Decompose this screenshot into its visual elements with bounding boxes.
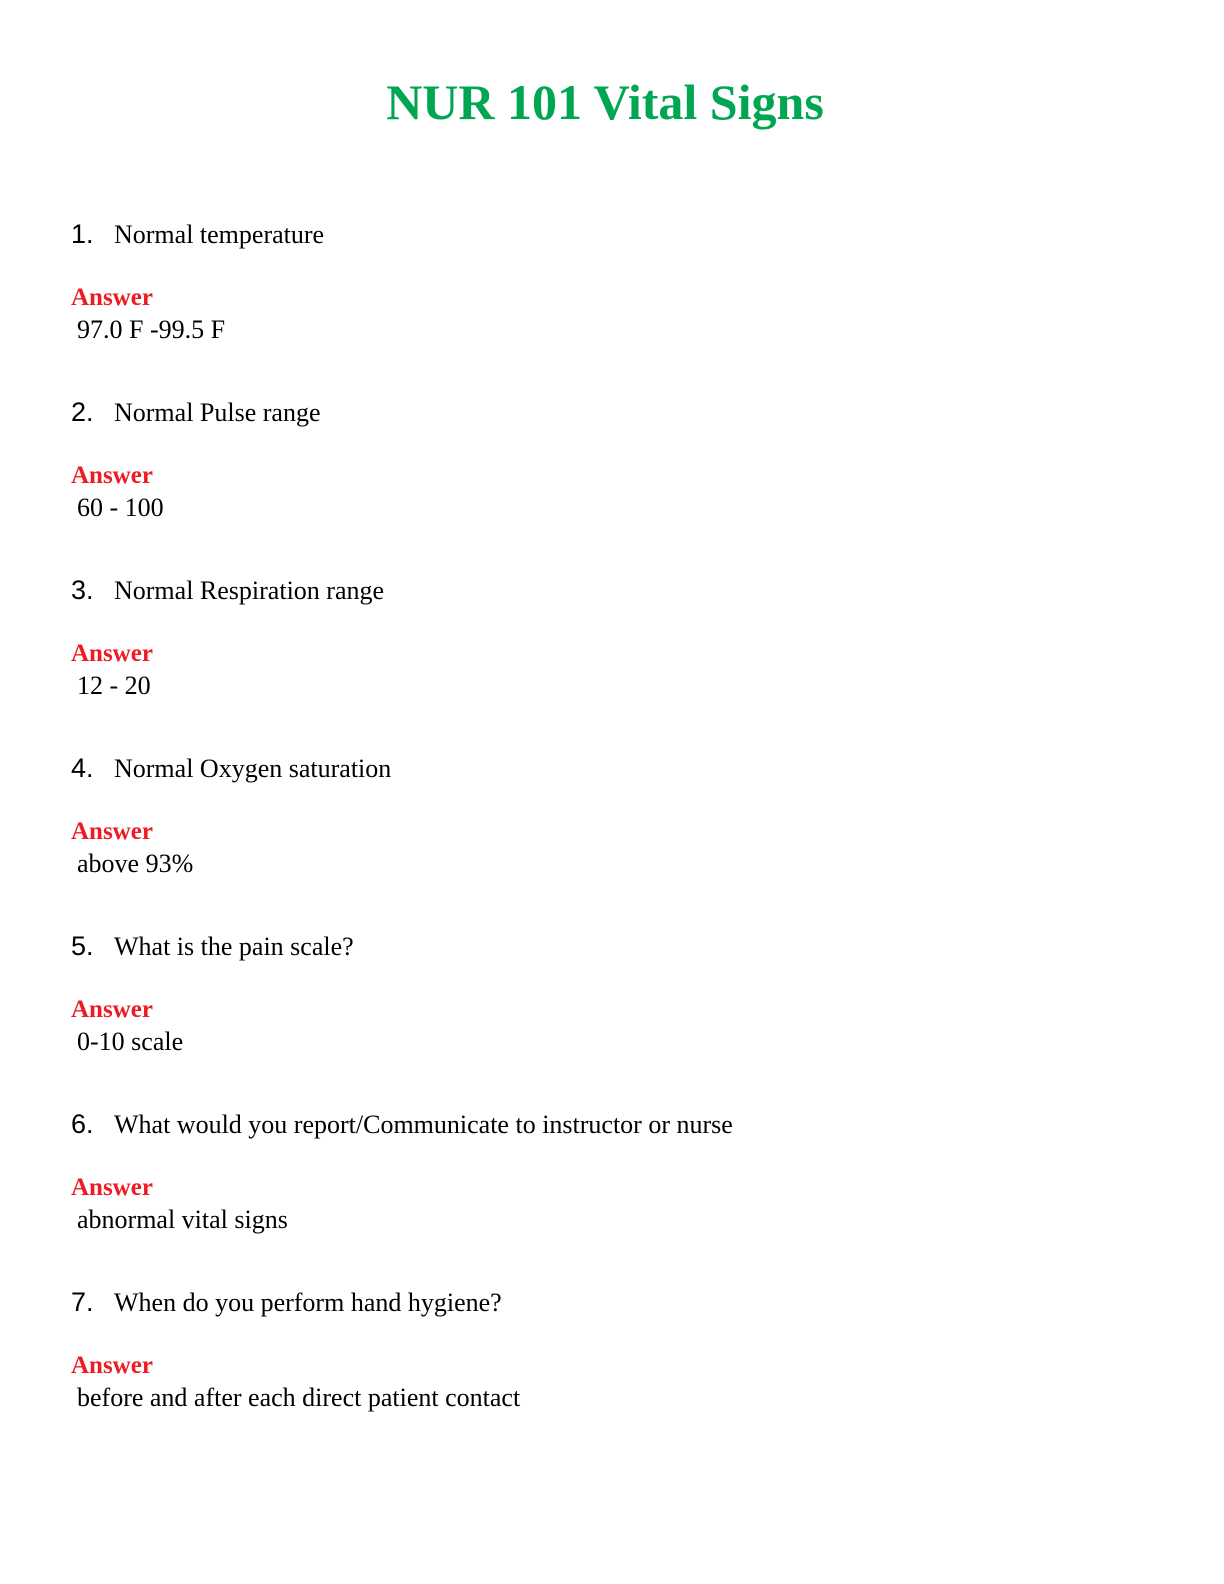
qa-item-5 bbox=[71, 926, 1171, 1104]
qa-item-1 bbox=[71, 214, 1171, 392]
question-number: 7. bbox=[71, 1287, 94, 1317]
answer-label: Answer bbox=[71, 462, 153, 489]
answer-label: Answer bbox=[71, 1352, 153, 1379]
qa-item-7 bbox=[71, 1282, 1171, 1460]
answer-label: Answer bbox=[71, 640, 153, 667]
question-number: 6. bbox=[71, 1109, 94, 1139]
qa-item-3 bbox=[71, 570, 1171, 748]
question-text: Normal Oxygen saturation bbox=[114, 754, 392, 783]
question-text: Normal Pulse range bbox=[114, 398, 321, 427]
question-number: 2. bbox=[71, 397, 94, 427]
question-text: What would you report/Communicate to instructor or nurse bbox=[114, 1110, 733, 1139]
question-number: 4. bbox=[71, 753, 94, 783]
answer-label: Answer bbox=[71, 818, 153, 845]
answer-label: Answer bbox=[71, 284, 153, 311]
question-text: Normal temperature bbox=[114, 220, 325, 249]
answer-text: above 93% bbox=[77, 849, 194, 878]
qa-item-4 bbox=[71, 748, 1171, 926]
page-title: NUR 101 Vital Signs bbox=[386, 74, 824, 130]
question-text: What is the pain scale? bbox=[114, 932, 354, 961]
question-5 bbox=[71, 926, 354, 966]
qa-item-2 bbox=[71, 392, 1171, 570]
answer-text: 97.0 F -99.5 F bbox=[77, 315, 226, 344]
answer-text: 12 - 20 bbox=[77, 671, 151, 700]
question-number: 3. bbox=[71, 575, 94, 605]
answer-text: before and after each direct patient contact bbox=[77, 1383, 521, 1412]
answer-label: Answer bbox=[71, 996, 153, 1023]
question-text: When do you perform hand hygiene? bbox=[114, 1288, 502, 1317]
qa-item-6 bbox=[71, 1104, 1171, 1282]
question-number: 1. bbox=[71, 219, 94, 249]
answer-text: 60 - 100 bbox=[77, 493, 164, 522]
question-6 bbox=[71, 1104, 733, 1144]
question-1 bbox=[71, 214, 324, 254]
qa-list bbox=[71, 214, 1171, 1460]
answer-text: abnormal vital signs bbox=[77, 1205, 288, 1234]
answer-label: Answer bbox=[71, 1174, 153, 1201]
question-text: Normal Respiration range bbox=[114, 576, 385, 605]
question-7 bbox=[71, 1282, 502, 1322]
answer-text: 0-10 scale bbox=[77, 1027, 184, 1056]
question-2 bbox=[71, 392, 321, 432]
question-3 bbox=[71, 570, 384, 610]
question-4 bbox=[71, 748, 391, 788]
question-number: 5. bbox=[71, 931, 94, 961]
